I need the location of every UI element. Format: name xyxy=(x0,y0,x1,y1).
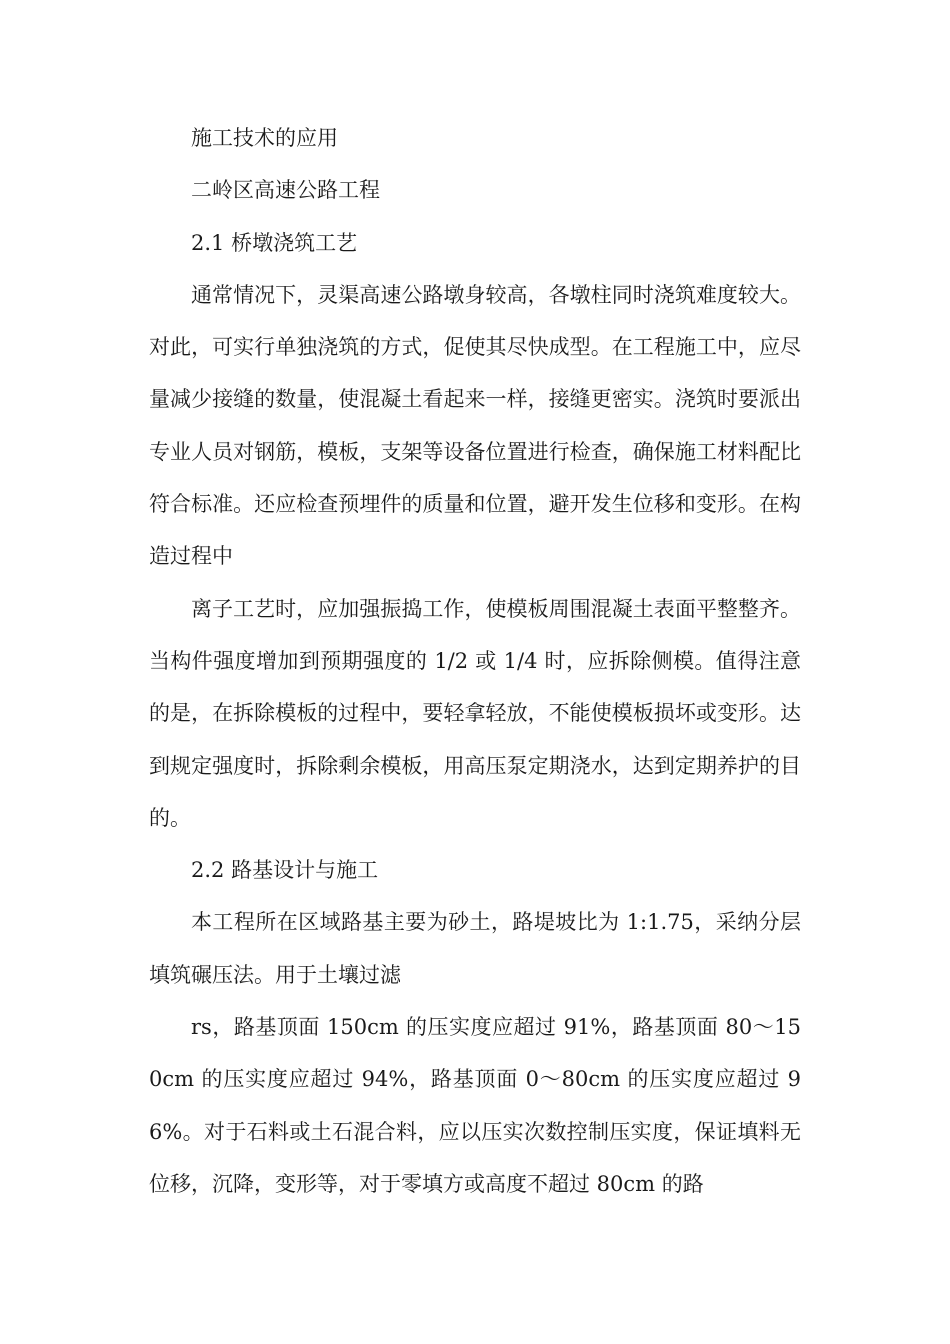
heading-construction-technology: 施工技术的应用 xyxy=(191,126,338,150)
paragraph-pier-casting: 通常情况下，灵渠高速公路墩身较高，各墩柱同时浇筑难度较大。对此，可实行单独浇筑的方式，促使其尽快成型。在工程施工中，应尽量减少接缝的数量，使混凝土看起来一样，接缝更密实。浇筑时要派出专业人员对钢筋，模板，支架等设备位置进行检查，确保施工材料配比符合标准。还应检查预埋件的质量和位置，避开发生位移和变形。在构造过程中 xyxy=(149,282,801,569)
paragraph-compaction-requirements: rs，路基顶面 150cm 的压实度应超过 91%，路基顶面 80～150cm 的压实度应超过 94%，路基顶面 0～80cm 的压实度应超过 96%。对于石料或土石混合料，应以压实次数控制压实度，保证填料无位移，沉降，变形等，对于零填方或高度不超过 80cm 的路 xyxy=(149,1015,801,1196)
document-body xyxy=(149,112,801,1210)
heading-project-name: 二岭区高速公路工程 xyxy=(191,178,380,203)
paragraph-subgrade-soil: 本工程所在区域路基主要为砂土，路堤坡比为 1:1.75，采纳分层填筑碾压法。用于土壤过滤 xyxy=(149,910,801,987)
paragraph-formwork-removal: 离子工艺时，应加强振捣工作，使模板周围混凝土表面平整整齐。当构件强度增加到预期强度的 1/2 或 1/4 时，应拆除侧模。值得注意的是，在拆除模板的过程中，要轻拿轻放，不能使模板损坏或变形。达到规定强度时，拆除剩余模板，用高压泵定期浇水，达到定期养护的目的。 xyxy=(149,596,801,830)
section-heading-2-2: 2.2 路基设计与施工 xyxy=(191,858,379,883)
section-heading-2-1: 2.1 桥墩浇筑工艺 xyxy=(191,230,358,255)
